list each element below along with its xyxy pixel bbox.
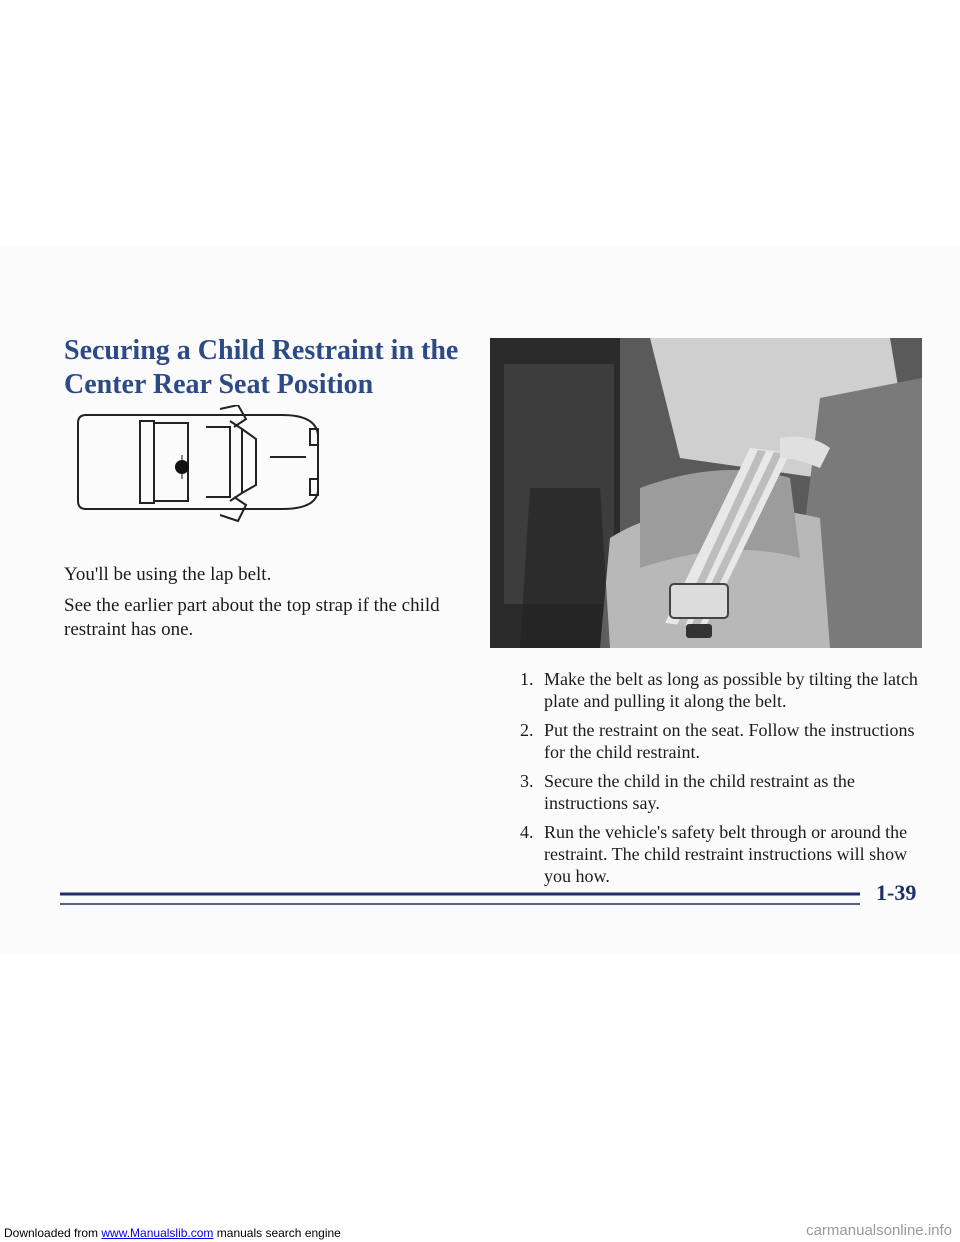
page-rule [60,880,860,920]
intro-paragraph: You'll be using the lap belt. [64,564,272,585]
step-number: 4. [520,822,534,842]
watermark-text: carmanualsonline.info [806,1222,952,1239]
vehicle-top-view-diagram [70,405,332,523]
section-heading: Securing a Child Restraint in the Center Rear Seat Position [64,335,459,400]
step-text: Put the restraint on the seat. Follow the instructions for the child restraint. [544,720,915,762]
footer-suffix: manuals search engine [213,1226,341,1240]
list-item [520,719,920,763]
seat-belt-photo [490,338,922,648]
step-text: Run the vehicle's safety belt through or around the restraint. The child restraint instructions will show you how. [544,822,908,886]
manualslib-link[interactable]: www.Manualslib.com [101,1226,214,1240]
instruction-steps [520,668,920,894]
step-number: 1. [520,669,534,689]
download-footer [4,1226,341,1240]
page-number: 1-39 [876,880,917,905]
intro-paragraph: See the earlier part about the top strap if the child restraint has one. [64,595,440,640]
step-number: 2. [520,720,534,740]
step-text: Secure the child in the child restraint as the instructions say. [544,771,855,813]
list-item [520,668,920,712]
list-item [520,770,920,814]
step-text: Make the belt as long as possible by tilting the latch plate and pulling it along the belt. [544,669,918,711]
footer-prefix: Downloaded from [4,1226,102,1240]
list-item [520,821,920,887]
step-number: 3. [520,771,534,791]
